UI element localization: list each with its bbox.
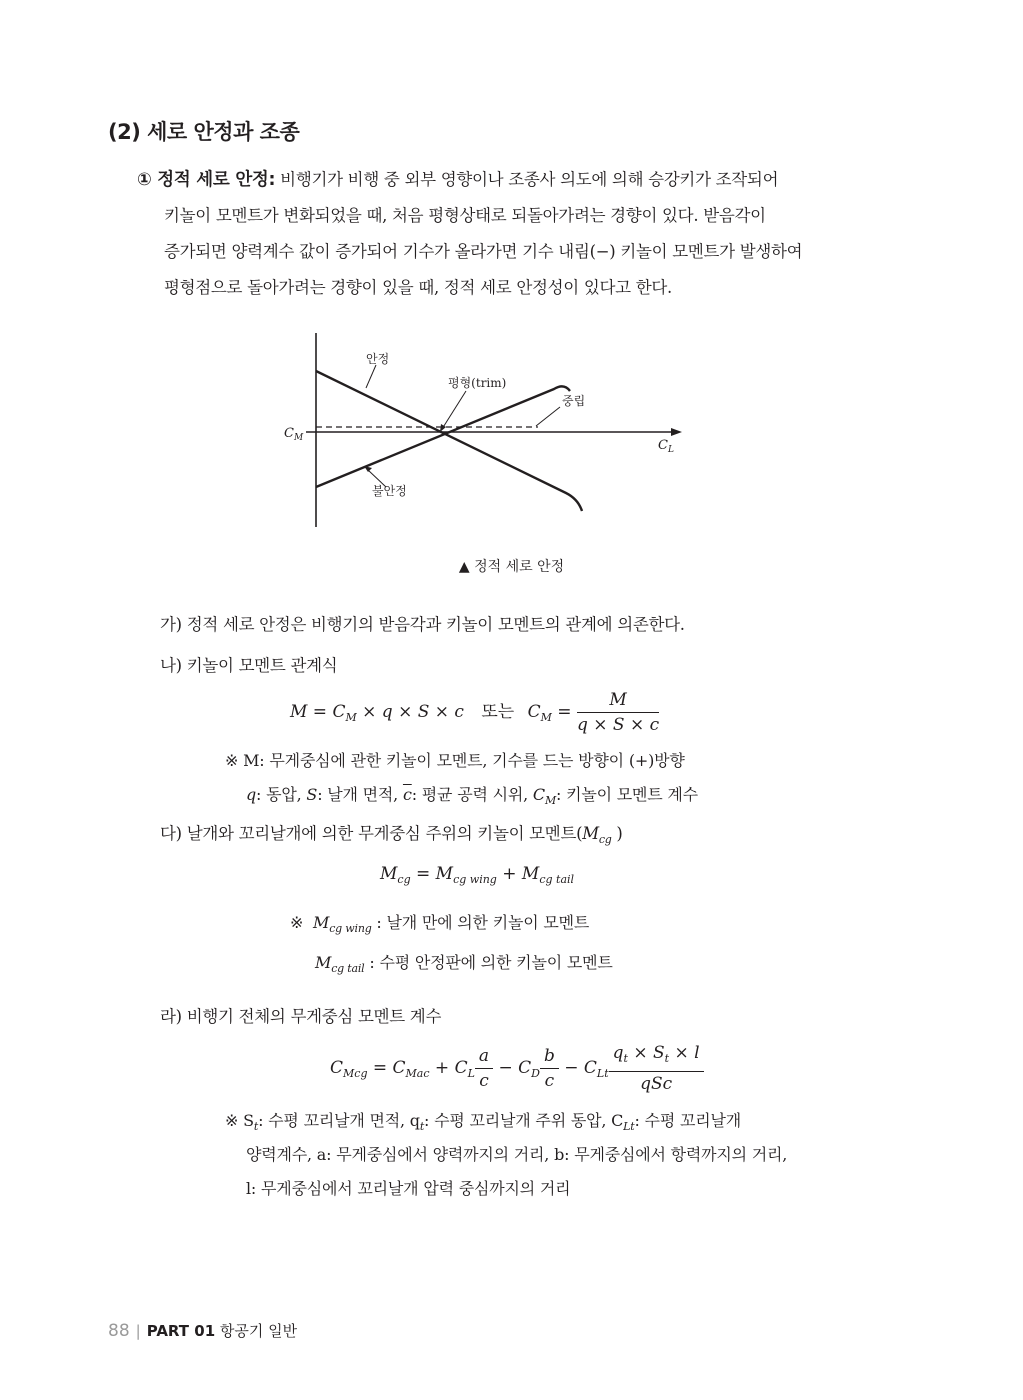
note-mcg-line-1: ※ $M_{cg wing}$ : 날개 만에 의한 키놀이 모멘트 (290, 913, 590, 935)
intro-lead: ① 정적 세로 안정: (137, 170, 276, 190)
intro-line-4: 평형점으로 돌아가려는 경향이 있을 때, 정적 세로 안정성이 있다고 한다. (164, 278, 672, 297)
label-stable: 안정 (366, 352, 390, 366)
neutral-leader (536, 407, 560, 426)
item-ra: 라) 비행기 전체의 무게중심 모멘트 계수 (160, 1007, 442, 1026)
trim-leader (442, 391, 466, 429)
item-na: 나) 키놀이 모멘트 관계식 (160, 656, 338, 675)
formula-mcg: $M_{cg} = M_{cg wing} + M_{cg tail}$ (380, 864, 575, 886)
footer-part: PART 01 (146, 1322, 216, 1340)
footer-separator: | (135, 1322, 141, 1340)
figure-caption: ▲ 정적 세로 안정 (458, 559, 565, 575)
stable-curve (316, 371, 582, 511)
label-cm: $C_M$ (284, 426, 304, 443)
formula-cmcg: $C_{Mcg} = C_{Mac} + C_L$ $\frac{a}{c}$ − $C_D$ $\frac{b}{c}$ − $C_{Lt}$ $\frac{q_t \times S_t \times l}{\text{qSc}}$ (330, 1043, 704, 1094)
label-unstable: 불안정 (372, 484, 407, 498)
note-moment-line-2: q: 동압, S: 날개 면적, $\overline{c}$: 평균 공력 시위, $C_M$: 키놀이 모멘트 계수 (246, 785, 698, 807)
page-number: 88 (108, 1321, 130, 1341)
label-neutral: 중립 (562, 394, 586, 408)
note-moment-line-1: ※ M: 무게중심에 관한 키놀이 모멘트, 기수를 드는 방향이 (+)방향 (225, 751, 685, 770)
intro-line-1: 비행기가 비행 중 외부 영향이나 조종사 의도에 의해 승강키가 조작되어 (275, 170, 779, 189)
note-mcg-line-2: $M_{cg tail}$ : 수평 안정판에 의한 키놀이 모멘트 (315, 953, 613, 975)
item-da: 다) 날개와 꼬리날개에 의한 무게중심 주위의 키놀이 모멘트($M_{cg}$ ) (160, 824, 623, 846)
formula-moment: $M = C_M \times q \times S \times c$ 또는 $C_M$ = $\frac{M}{q \times S \times c}$ (290, 690, 660, 735)
intro-line-2: 키놀이 모멘트가 변화되었을 때, 처음 평형상태로 되돌아가려는 경향이 있다. 받음각이 (164, 206, 766, 225)
note-cmcg-line-3: l: 무게중심에서 꼬리날개 압력 중심까지의 거리 (246, 1179, 571, 1198)
formula-fraction: $\frac{M}{q \times S \times c}$ (576, 690, 660, 735)
label-trim: 평형(trim) (448, 376, 507, 390)
formula-or: 또는 (481, 702, 515, 722)
item-ga: 가) 정적 세로 안정은 비행기의 받음각과 키놀이 모멘트의 관계에 의존한다. (160, 615, 685, 634)
unstable-curve (316, 386, 570, 487)
cl-axis-arrow (671, 428, 682, 436)
footer-chapter: 항공기 일반 (219, 1322, 298, 1340)
note-cmcg-line-1: ※ $S_t$: 수평 꼬리날개 면적, $q_t$: 수평 꼬리날개 주위 동압, $C_{Lt}$: 수평 꼬리날개 (225, 1111, 741, 1133)
label-cl: $C_L$ (658, 438, 674, 455)
trim-arrowhead (440, 424, 446, 432)
intro-paragraph (137, 162, 877, 306)
intro-line-3: 증가되면 양력계수 값이 증가되어 기수가 올라가면 기수 내림(−) 키놀이 모멘트가 발생하여 (164, 242, 803, 261)
section-title: (2) 세로 안정과 조종 (108, 120, 300, 144)
note-cmcg-line-2: 양력계수, a: 무게중심에서 양력까지의 거리, b: 무게중심에서 항력까지의 거리, (246, 1145, 788, 1164)
unstable-arrowhead (364, 466, 372, 472)
static-stability-figure (270, 325, 710, 535)
page-footer (108, 1320, 297, 1341)
stable-leader (366, 365, 376, 388)
